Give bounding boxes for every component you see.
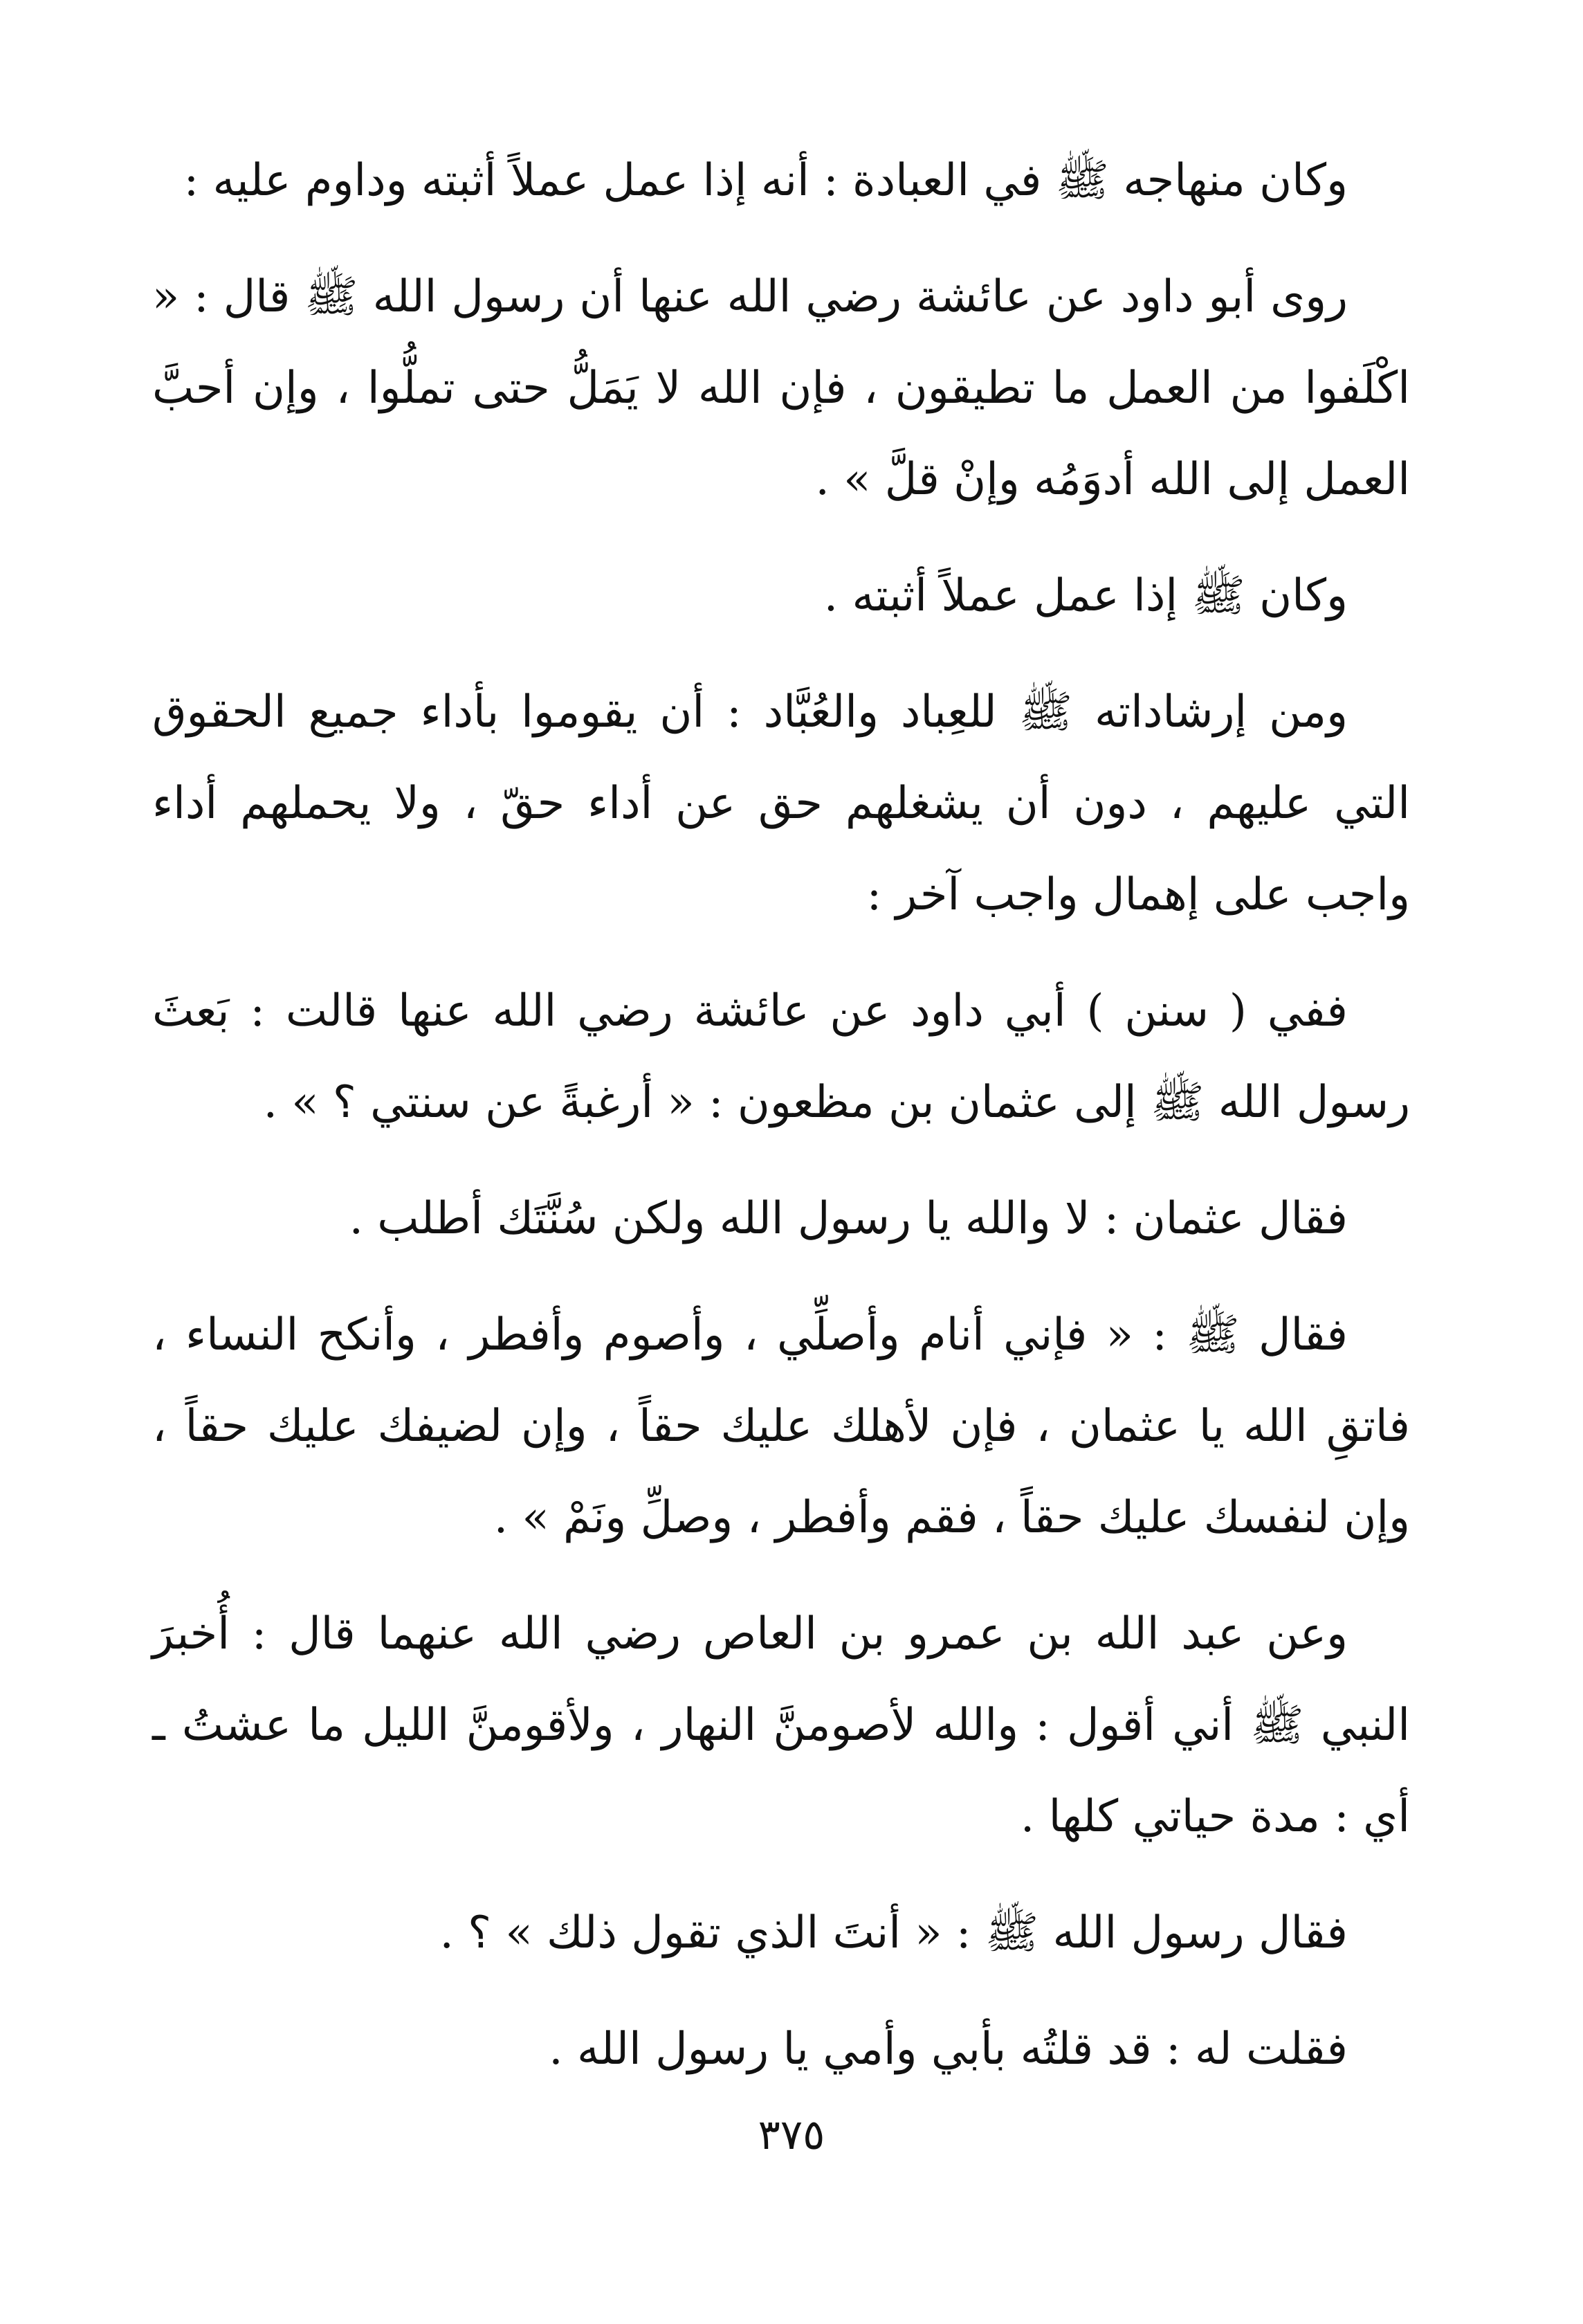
paragraph-consistency: وكان ﷺ إذا عمل عملاً أثبته . [823,570,1348,621]
page-number: ٣٧٥ [758,2111,825,2159]
paragraph-guidance-rights: ومن إرشاداته ﷺ للعِباد والعُبَّاد : أن يقوموا بأداء جميع الحقوق التي عليهم ، دون أن يشغلهم حق عن أداء حقّ ، ولا يحملهم أداء واجب على إهمال واجب آخر : [152,687,1410,920]
paragraph-prophet-question: فقال رسول الله ﷺ : « أنتَ الذي تقول ذلك » ؟ . [439,1907,1348,1959]
paragraph-abu-dawud-hadith: روى أبو داود عن عائشة رضي الله عنها أن رسول الله ﷺ قال : « اكْلَفوا من العمل ما تطيقون ، فإن الله لا يَمَلُّ حتى تملُّوا ، وإن أحبَّ العمل إلى الله أدوَمُه وإنْ قلَّ » . [152,271,1410,505]
paragraph-abdullah-answer: فقلت له : قد قلتُه بأبي وأمي يا رسول الله . [549,2024,1348,2075]
paragraph-prophet-reply: فقال ﷺ : « فإني أنام وأصلِّي ، وأصوم وأفطر ، وأنكح النساء ، فاتقِ الله يا عثمان ، فإن لأهلك عليك حقاً ، وإن لضيفك عليك حقاً ، وإن لنفسك عليك حقاً ، فقم وأفطر ، وصلِّ ونَمْ » . [152,1309,1410,1543]
paragraph-uthman-reply: فقال عثمان : لا والله يا رسول الله ولكن سُنَّتَك أطلب . [349,1193,1348,1244]
paragraph-abdullah-hadith: وعن عبد الله بن عمرو بن العاص رضي الله عنهما قال : أُخبرَ النبي ﷺ أني أقول : والله لأصومنَّ النهار ، ولأقومنَّ الليل ما عشتُ ـ أي : مدة حياتي كلها . [152,1608,1410,1842]
page-body-text [152,135,1410,2120]
paragraph-sunan-hadith: ففي ( سنن ) أبي داود عن عائشة رضي الله عنها قالت : بَعثَ رسول الله ﷺ إلى عثمان بن مظعون : « أرغبةً عن سنتي ؟ » . [152,986,1410,1128]
paragraph-worship-method: وكان منهاجه ﷺ في العبادة : أنه إذا عمل عملاً أثبته وداوم عليه : [183,155,1348,206]
